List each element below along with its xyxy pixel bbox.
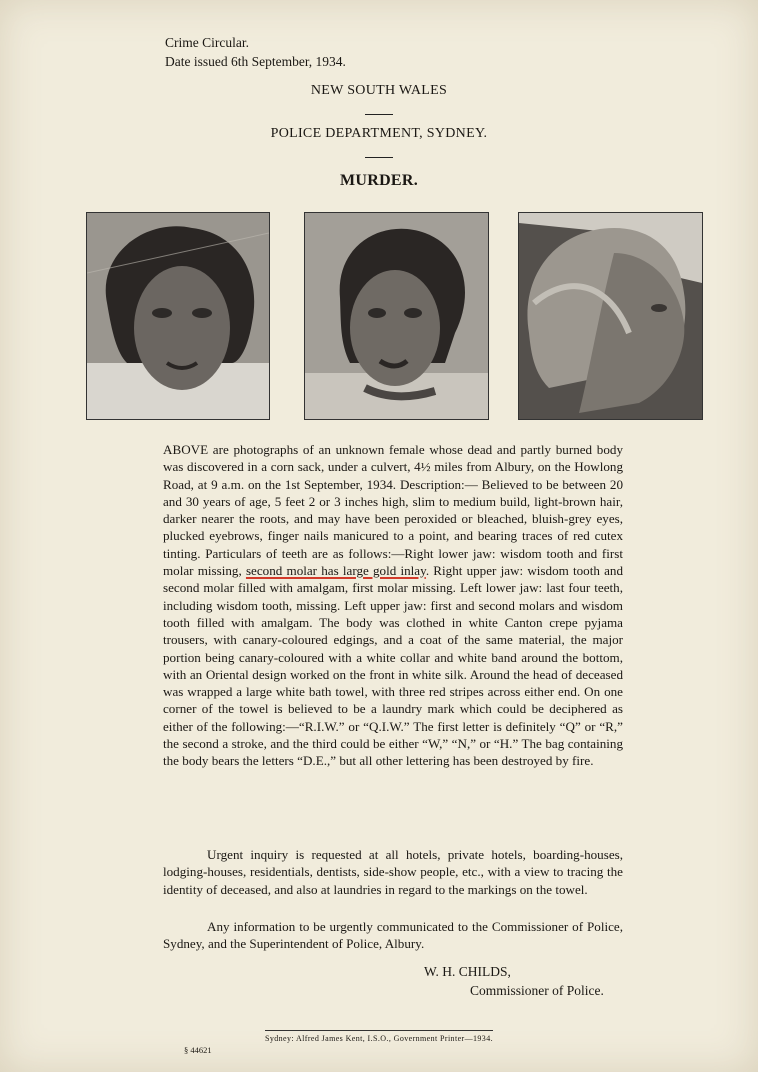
title-divider: [365, 114, 393, 115]
gold-inlay-underlined: second molar has large gold inlay: [245, 563, 426, 579]
circular-header: [165, 33, 346, 71]
state-title: NEW SOUTH WALES: [310, 83, 448, 98]
victim-photo-profile: [518, 212, 703, 420]
page-heading: MURDER.: [339, 172, 419, 189]
description-text-part1: ABOVE are photographs of an unknown female whose dead and partly burned body was discovered in a corn sack, under a culvert, 4½ miles from Albury, on the Howlong Road, at 9 a.m. on the 1st September, 1934. Description:— Believed to be between 20 and 30 years of age, 5 feet 2 or 3 inches high, slim to medium build, light-brown hair, darker nearer the roots, and may have been peroxided or bleached, bluish-grey eyes, plucked eyebrows, finger nails manicured to a point, and bearing traces of red cutex tinting. Particulars of teeth are as follows:—Right lower jaw: wisdom tooth and first molar missing,: [163, 442, 623, 579]
footer-divider: [265, 1030, 493, 1031]
title-divider: [365, 157, 393, 158]
victim-photo-angle: [304, 212, 489, 420]
description-text-part2: . Right upper jaw: wisdom tooth and second molar filled with amalgam, first molar missing. Left lower jaw: last four teeth, including wisdom tooth, missing. Left upper jaw: first and second molars and wisdom tooth filled with amalgam. The body was clothed in white Canton crepe pyjama trousers, with canary-coloured edgings, and a coat of the same material, the major portion being canary-coloured with a white collar and white band around the bottom, with an Oriental design worked on the front in white silk. Around the head of deceased was wrapped a large white bath towel, with three red stripes across either end. On one corner of the towel is believed to be a laundry mark which could be deciphered as either of the following:—“R.I.W.” or “Q.I.W.” The first letter is definitely “Q” or “R,” the second a stroke, and the third could be either “W,” “N,” or “H.” The bag containing the body bears the letters “D.E.,” but all other lettering has been destroyed by fire.: [163, 563, 624, 769]
victim-photo-front: [86, 212, 270, 420]
contact-text: Any information to be urgently communicated to the Commissioner of Police, Sydney, and the Superintendent of Police, Albury.: [163, 919, 623, 952]
circular-type: Crime Circular.: [165, 35, 249, 50]
issue-date: Date issued 6th September, 1934.: [165, 54, 346, 69]
inquiry-paragraph: [163, 846, 623, 898]
signatory-name: W. H. CHILDS,: [424, 964, 511, 979]
description-paragraph: [163, 441, 623, 770]
signatory-title: Commissioner of Police.: [470, 983, 604, 998]
contact-paragraph: [163, 918, 623, 953]
inquiry-text: Urgent inquiry is requested at all hotels, private hotels, boarding-houses, lodging-houses, residentials, dentists, side-show people, etc., with a view to tracing the identity of deceased, and also at laundries in regard to the markings on the towel.: [163, 847, 623, 897]
circular-number: § 44621: [184, 1045, 212, 1055]
printer-imprint: Sydney: Alfred James Kent, I.S.O., Government Printer—1934.: [264, 1034, 493, 1043]
department-title: POLICE DEPARTMENT, SYDNEY.: [270, 126, 488, 141]
